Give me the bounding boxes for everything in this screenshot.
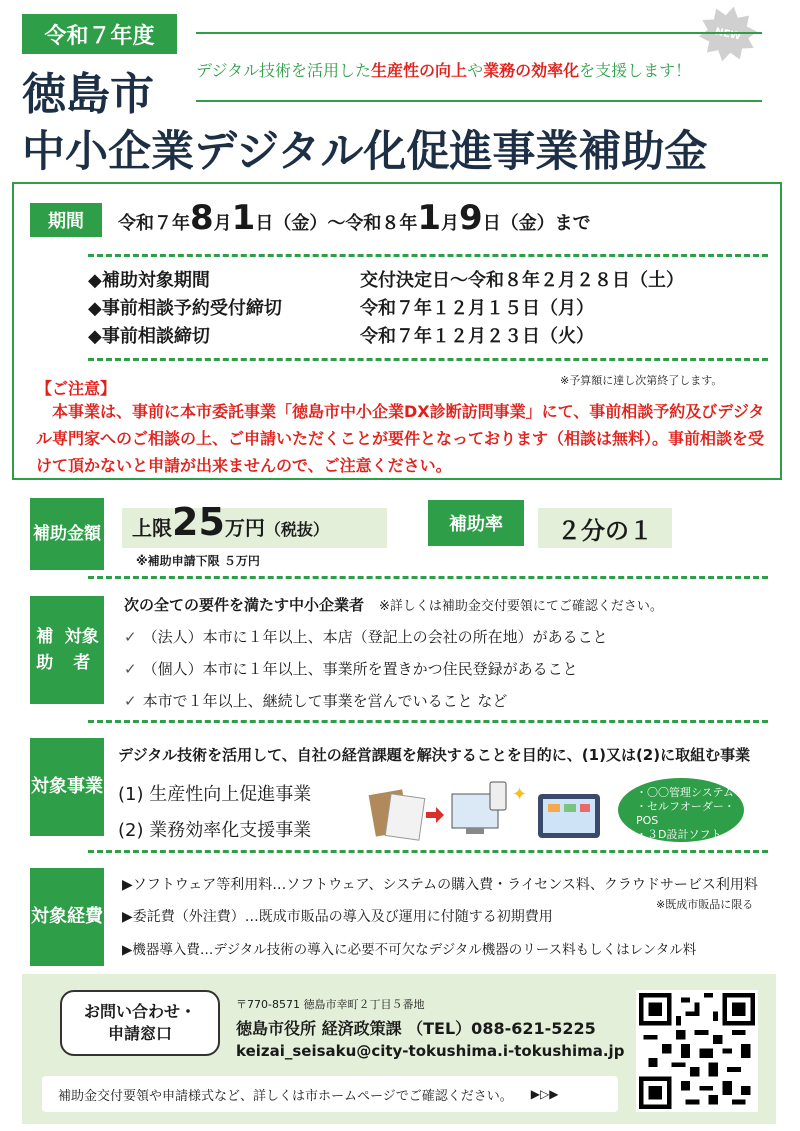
expense-item: ▶委託費（外注費）…既成市販品の導入及び運用に付随する初期費用 — [122, 909, 553, 925]
divider — [88, 576, 768, 579]
svg-text:✦: ✦ — [512, 784, 528, 805]
amount-minimum: ※補助申請下限 ５万円 — [136, 554, 260, 568]
project-item: (1) 生産性向上促進事業 — [118, 784, 312, 805]
website-note[interactable]: 補助金交付要領や申請様式など、詳しくは市ホームページでご確認ください。 ▶▷▶ — [42, 1076, 618, 1112]
target-heading: 次の全ての要件を満たす中小企業者 ※詳しくは補助金交付要領にてご確認ください。 — [124, 596, 663, 614]
expense-item: ▶機器導入費…デジタル技術の導入に必要不可欠なデジタル機器のリース料もしくはレンタル料 — [122, 942, 697, 958]
schedule-label: ◆補助対象期間 — [88, 270, 210, 291]
check-icon: ✓ — [124, 692, 137, 710]
digitalization-illustration — [366, 772, 616, 842]
schedule-value: 令和７年１２月１５日（月） — [360, 298, 594, 319]
systems-bubble: ・〇〇管理システム ・セルフオーダー・POS ・３D設計ソフト etc… — [618, 778, 744, 842]
expense-note: ※既成市販品に限る — [656, 898, 754, 911]
divider — [88, 720, 768, 723]
divider — [88, 254, 768, 257]
city-title: 徳島市 — [22, 69, 154, 120]
caution-title: 【ご注意】 — [36, 379, 117, 398]
expense-item: ▶ソフトウェア等利用料…ソフトウェア、システムの購入費・ライセンス料、クラウドサービス利用料 — [122, 877, 758, 893]
amount-label: 補助 金額 — [30, 498, 104, 570]
rate-value: ２分の１ — [538, 508, 672, 548]
year-badge: 令和７年度 — [22, 14, 177, 54]
arrow-icons: ▶▷▶ — [530, 1087, 559, 1101]
postal-address: 〒770-8571 徳島市幸町２丁目５番地 — [236, 998, 425, 1011]
tagline-rule-bottom — [196, 100, 762, 102]
schedule-value: 交付決定日～令和８年２月２８日（土） — [360, 270, 684, 291]
target-item: ✓ 本市で１年以上、継続して事業を営んでいること など — [124, 692, 508, 710]
program-title: 中小企業デジタル化促進事業補助金 — [22, 127, 708, 177]
tagline-rule-top — [196, 32, 762, 34]
qr-code[interactable] — [636, 990, 758, 1112]
expenses-label: 対象 経費 — [30, 868, 104, 966]
budget-note: ※予算額に達し次第終了します。 — [560, 374, 723, 387]
contact-bubble: お問い合わせ・ 申請窓口 — [60, 990, 220, 1056]
target-label: 補助 対象者 — [30, 596, 104, 704]
schedule-value: 令和７年１２月２３日（火） — [360, 326, 594, 347]
period-dates: 令和７年8月1日（金）～令和８年1月9日（金）まで — [118, 198, 591, 238]
target-item: ✓ （個人）本市に１年以上、事業所を置きかつ住民登録があること — [124, 660, 578, 678]
rate-label: 補助率 — [428, 500, 524, 546]
project-item: (2) 業務効率化支援事業 — [118, 820, 312, 841]
caution-body: 本事業は、事前に本市委託事業「徳島市中小企業DX診断訪問事業」にて、事前相談予約及びデジタル専門家へのご相談の上、ご申請いただくことが要件となっております（相談は無料）。事前相談を受けて頂かないと申請が出来ませんので、ご注意ください。 — [36, 402, 765, 475]
target-item: ✓ （法人）本市に１年以上、本店（登記上の会社の所在地）があること — [124, 628, 608, 646]
amount-value: 上限25万円（税抜） — [132, 500, 329, 544]
divider — [88, 850, 768, 853]
schedule-label: ◆事前相談締切 — [88, 326, 210, 347]
email-link[interactable]: keizai_seisaku@city-tokushima.i-tokushima.jp — [236, 1042, 625, 1060]
period-label: 期間 — [30, 203, 102, 237]
check-icon: ✓ — [124, 660, 137, 678]
tagline: デジタル技術を活用した生産性の向上や業務の効率化を支援します！ — [196, 61, 692, 80]
check-icon: ✓ — [124, 628, 137, 646]
new-badge — [695, 1, 761, 67]
projects-label: 対象 事業 — [30, 738, 104, 836]
divider — [88, 358, 768, 361]
office-phone: 徳島市役所 経済政策課 （TEL）088-621-5225 — [236, 1019, 596, 1038]
schedule-label: ◆事前相談予約受付締切 — [88, 298, 282, 319]
projects-heading: デジタル技術を活用して、自社の経営課題を解決することを目的に、(1)又は(2)に取組む事業 — [118, 746, 751, 764]
